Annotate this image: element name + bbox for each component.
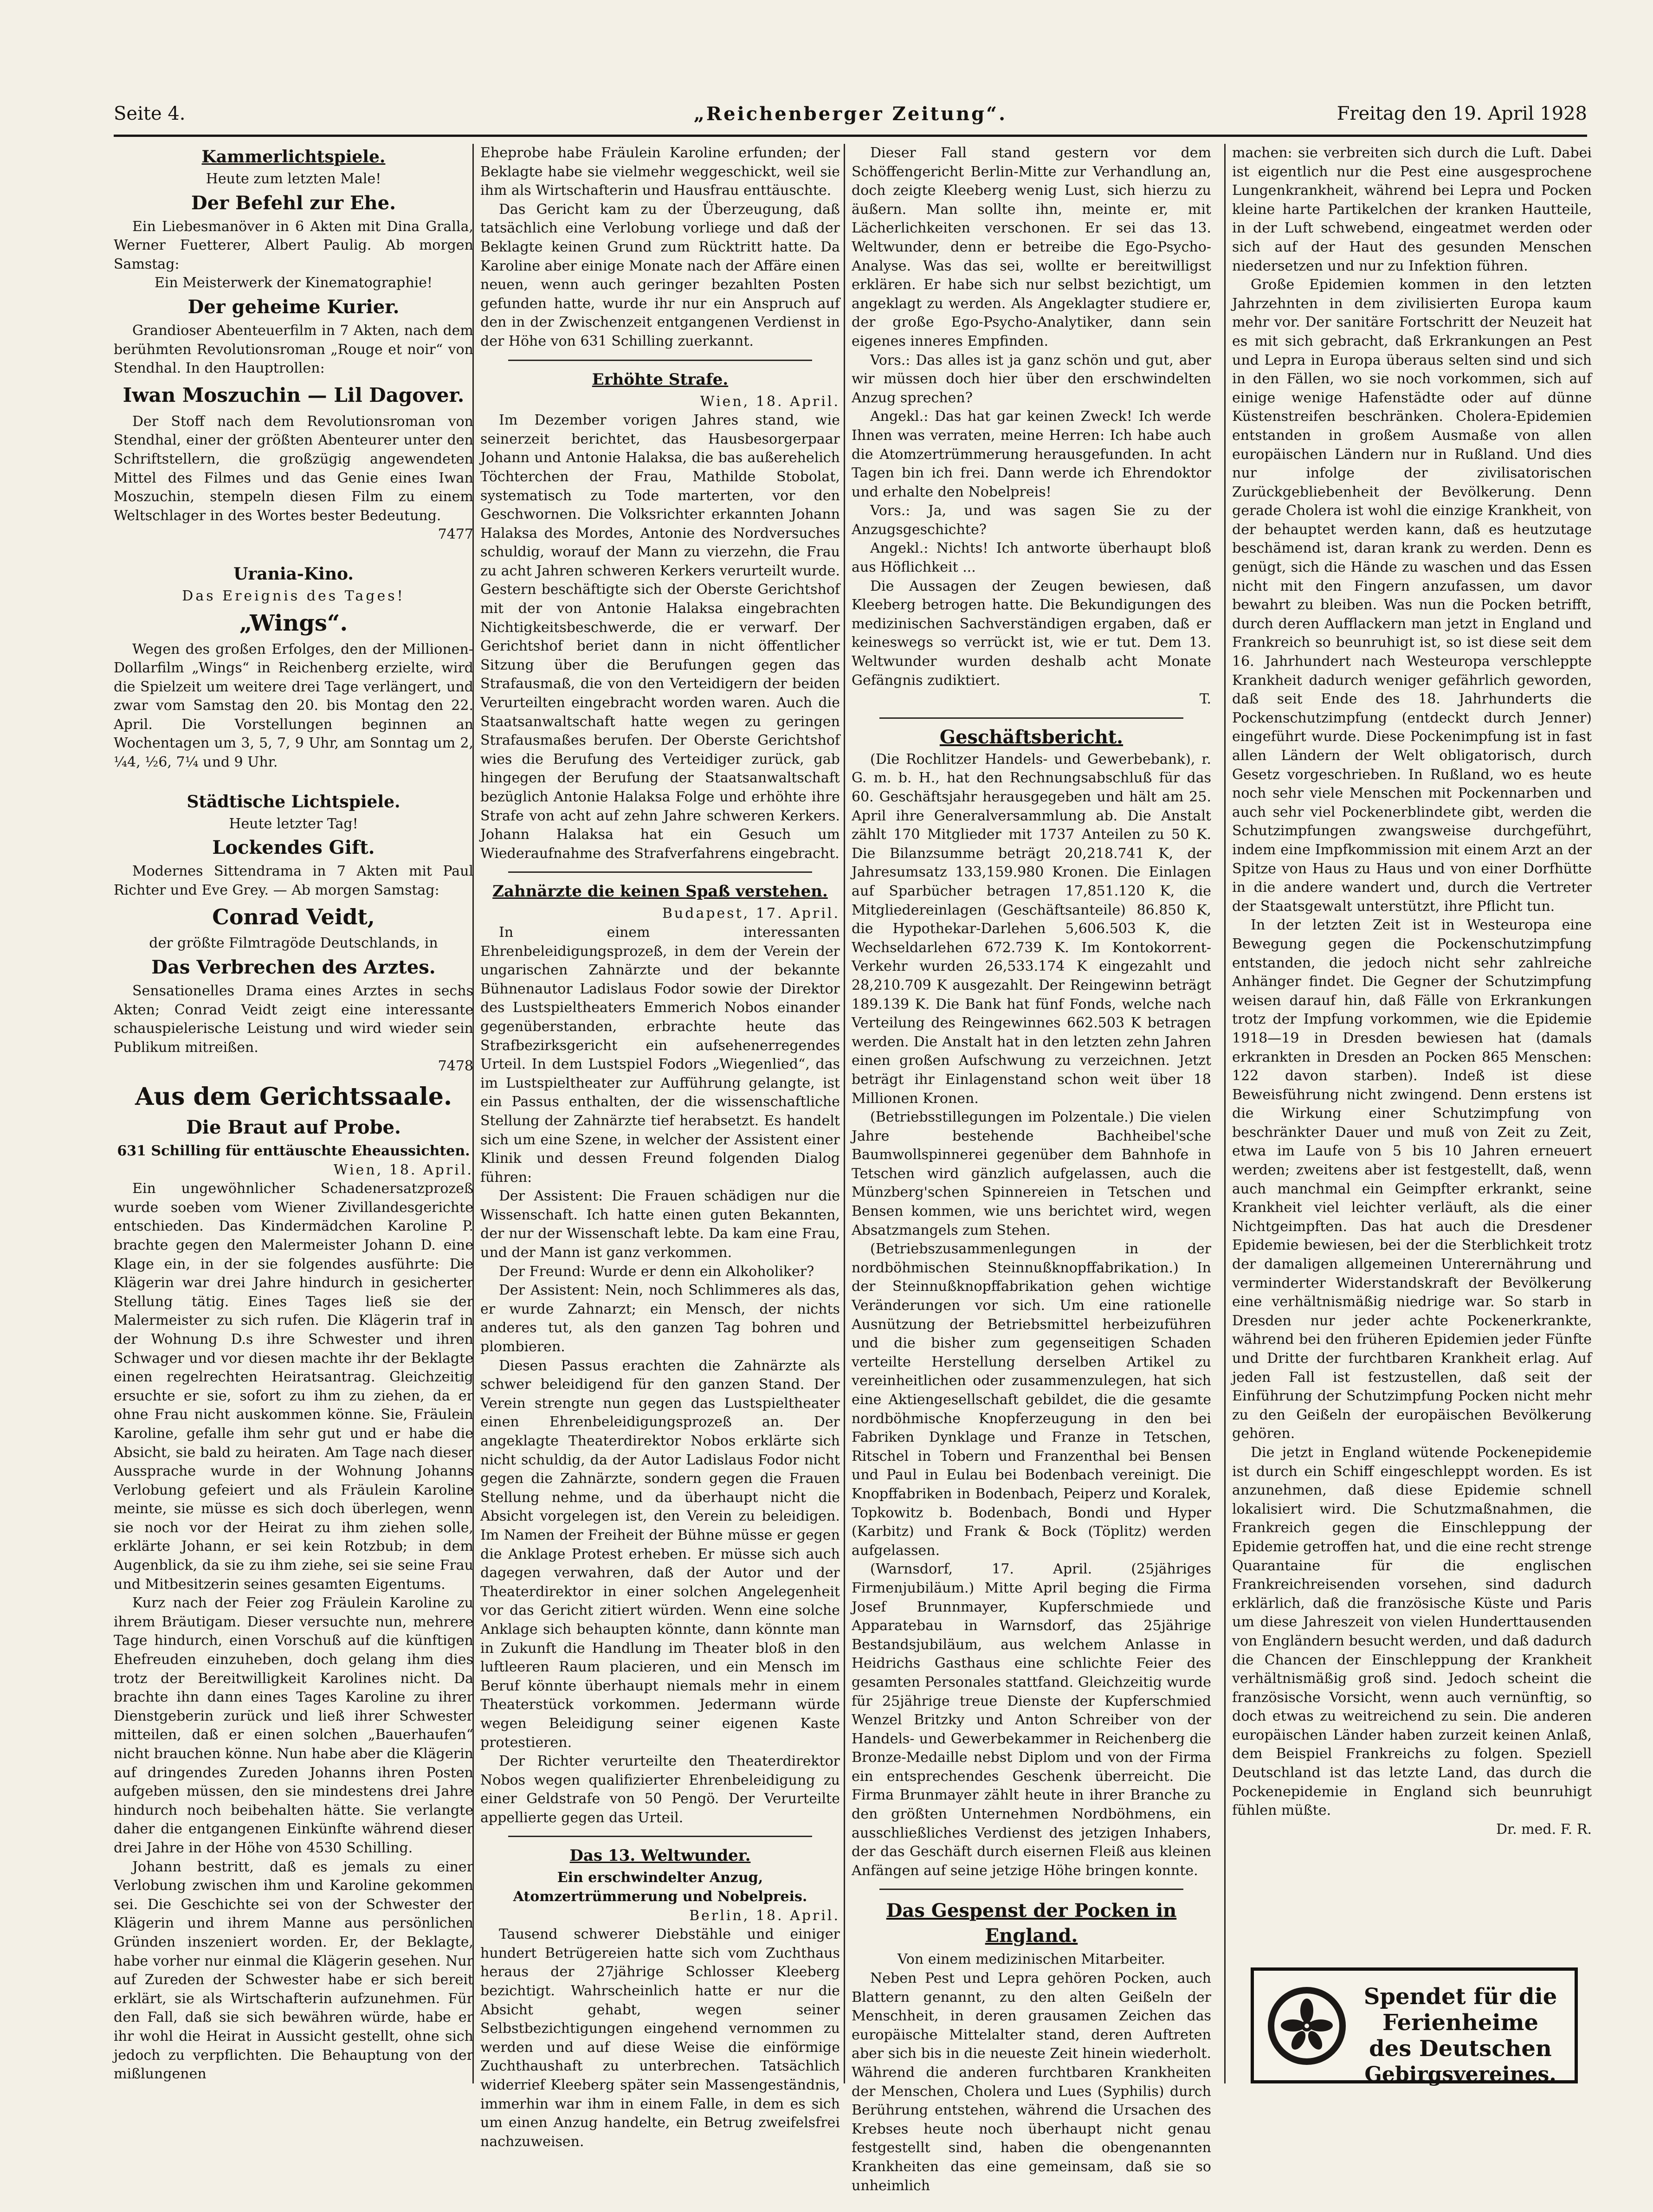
article-dateline: Wien, 18. April. — [333, 1161, 473, 1178]
section-heading: Geschäftsbericht. — [939, 726, 1124, 748]
notice-line: Das Ereignis des Tages! — [182, 587, 405, 604]
article-paragraph: Dieser Fall stand gestern vor dem Schöffengericht Berlin-Mitte zur Verhandlung an, doch zeigte Kleeberg wenig Lust, sich hierzu zu äußern. Man sollte ihn, meinte er, mit Lächerlichkeiten verschonen. Er sei das 13. Weltwunder, denn er betreibe die Ego-Psycho-Analyse. Was das sei, wollte er bereitwilligst erklären. Er habe sich nur selbst bezichtigt, um angeklagt zu werden. Als Angeklagter studiere er, der große Ego-Psycho-Analytiker, dann sein eigenes inneres Empfinden. — [852, 145, 1211, 349]
ad-line: Spendet für die — [1363, 1984, 1557, 2010]
article-paragraph: Neben Pest und Lepra gehören Pocken, auch Blattern genannt, zu den alten Geißeln der Menschheit, in deren grausamen Zeichen das europäische Mittelalter stand, deren Auftreten aber sich bis in die neueste Zeit hinein wiederholt. Während die anderen furchtbaren Krankheiten der Menschen, Cholera und Lues (Syphilis) durch Berührung entstehen, während die Ursachen des Krebses heute noch überhaupt nicht genau festgestellt sind, haben die obengenannten Krankheiten das eine gemeinsam, daß sie so unheimlich — [852, 1970, 1211, 2194]
page-header — [114, 103, 1587, 135]
report-paragraph: (Betriebszusammenlegungen in der nordböhmischen Steinnußknopffabrikation.) In der Steinnußknopffabrikation gehen wichtige Veränderungen vor sich. Um eine rationelle Ausnützung der Betriebsmittel herbeizuführen und die bisher zum gegenseitigen Schaden verteilte Herstellung derselben Artikel zu vereinheitlichen oder zusammenzulegen, hat sich eine Aktiengesellschaft gebildet, die die gesamte nordböhmische Knopferzeugung in den bei Fabriken Dynklage und Franze in Tetschen, Ritschel in Tobern und Franzenthal bei Bensen und Paul in Eulau bei Bodenbach vereinigt. Die Knopffabriken in Bodenbach, Peiperz und Koralek, Topkowitz b. Bodenbach, Bondi und Hyper (Karbitz) und Frank & Bock (Töplitz) werden aufgelassen. — [852, 1241, 1211, 1559]
article-paragraph: Ein ungewöhnlicher Schadenersatzprozeß wurde soeben vom Wiener Zivillandesgerichte entschieden. Das Kindermädchen Karoline P. brachte gegen den Malermeister Johann D. eine Klage ein, in der sie folgendes ausführte: Die Klägerin war drei Jahre hindurch in gesicherter Stellung tätig. Eines Tages ließ sie der Malermeister zu sich rufen. Die Klägerin traf in der Wohnung D.s ihre Schwester und ihren Schwager und vor diesen machte ihr der Beklagte einen regelrechten Heiratsantrag. Gleichzeitig ersuchte er sie, sofort zu ihm zu ziehen, da er ohne Frau nicht auskommen könne. Sie, Fräulein Karoline, gefalle ihm sehr gut und er habe die Absicht, sie bald zu heiraten. Am Tage nach dieser Aussprache wurde in der Wohnung Johanns Verlobung gefeiert und als Fräulein Karoline meinte, sie müsse es sich doch überlegen, wenn sie noch vor der Heirat zu ihm ziehen solle, erklärte Johann, er sei kein Rotzbub; in dem Augenblick, da sie zu ihm ziehe, sei sie seine Frau und Mitbesitzerin seines gesamten Eigentums. — [114, 1180, 473, 1593]
cinema-name: Urania-Kino. — [233, 564, 354, 584]
article-title: Zahnärzte die keinen Spaß verstehen. — [492, 882, 828, 901]
notice-line: der größte Filmtragöde Deutschlands, in — [149, 935, 438, 952]
divider — [879, 717, 1183, 719]
edelweiss-emblem-icon — [1265, 1983, 1349, 2069]
divider — [508, 1836, 812, 1837]
column-2 — [480, 144, 840, 2150]
article-subtitle: Von einem medizinischen Mitarbeiter. — [897, 1951, 1166, 1968]
film-title: Der geheime Kurier. — [187, 296, 400, 318]
notice-text: Der Stoff nach dem Revolutionsroman von Stendhal, einer der größten Abenteurer unter den Schriftstellern, die großzügig angewendeten Mittel des Filmes und das Genie eines Iwan Moszuchin, stempeln diesen Film zu einem Weltschlager in des Wortes bester Bedeutung. — [114, 413, 473, 524]
article-paragraph: Eheprobe habe Fräulein Karoline erfunden; der Beklagte habe sie vielmehr weggeschickt, weil sie ihm als Wirtschafterin und Hausfrau enttäuschte. — [480, 145, 840, 199]
article-subtitle: 631 Schilling für enttäuschte Eheaussichten. — [117, 1143, 470, 1159]
film-title: Das Verbrechen des Arztes. — [151, 956, 436, 979]
newspaper-title: „Reichenberger Zeitung“. — [693, 103, 1007, 125]
divider — [879, 1889, 1183, 1890]
column-rule — [844, 144, 845, 2083]
article-subtitle: Ein erschwindelter Anzug, Atomzertrümmerung und Nobelpreis. — [513, 1870, 807, 1905]
article-signature: T. — [1199, 691, 1211, 708]
report-paragraph: (Die Rochlitzer Handels- und Gewerbebank), r. G. m. b. H., hat den Rechnungsabschluß für das 60. Geschäftsjahr herausgegeben und hält am 25. April ihre Generalversammlung ab. Die Anstalt zählt 170 Mitglieder mit 1737 Anteilen zu 50 K. Die Bilanzsumme beträgt 20,218.741 K, der Jahresumsatz 133,159.980 Kronen. Die Einlagen auf Sparbücher betragen 17,851.120 K, die Mitgliedereinlagen (Geschäftsanteile) 86.850 K, die Hypothekar-Darlehen 5,606.503 K, die Wechseldarlehen 672.739 K. Im Kontokorrent-Verkehr wurden 26,533.174 K eingezahlt und 28,210.709 K ausgezahlt. Der Reingewinn beträgt 189.139 K. Die Bank hat fünf Fonds, welche nach Verteilung des Reingewinnes 662.503 K betragen werden. Die Anstalt hat in den letzten zehn Jahren einen großen Aufschwung zu verzeichnen. Jetzt beträgt ihr Einlagenstand schon weit über 18 Millionen Kronen. — [852, 751, 1211, 1107]
divider — [508, 871, 812, 873]
cinema-name: Städtische Lichtspiele. — [187, 792, 400, 812]
article-paragraph: Die Aussagen der Zeugen bewiesen, daß Kleeberg betrogen hatte. Die Bekundigungen des medizinischen Sachverständigen ergaben, daß er keineswegs so verrückt ist, wie er tut. Dem 13. Weltwunder wurden deshalb acht Monate Gefängnis zudiktiert. — [852, 578, 1211, 689]
cinema-name: Kammerlichtspiele. — [201, 147, 386, 167]
notice-line: Heute zum letzten Male! — [206, 171, 381, 187]
article-dateline: Berlin, 18. April. — [689, 1907, 840, 1924]
article-title: Die Braut auf Probe. — [186, 1116, 401, 1138]
ad-line: Gebirgsvereines. — [1364, 2063, 1556, 2086]
notice-text: Ein Liebesmanöver in 6 Akten mit Dina Gralla, Werner Fuetterer, Albert Paulig. Ab morgen Samstag: — [114, 218, 473, 272]
article-paragraph: machen: sie verbreiten sich durch die Luft. Dabei ist eigentlich nur die Pest eine ausgesprochene Lungenkrankheit, während bei Lepra und Pocken kleine harte Partikelchen der kranken Hautteile, in der Luft schwebend, eingeatmet werden oder sich auf der Haut des gesunden Menschen niedersetzen und nur zu Infektion führen. — [1232, 145, 1592, 274]
header-rule — [114, 135, 1587, 137]
notice-text: Sensationelles Drama eines Arztes in sechs Akten; Conrad Veidt zeigt eine interessante schauspielerische Leistung und wird wieder sein Publikum mitreißen. — [114, 983, 473, 1056]
donation-advertisement — [1251, 1967, 1578, 2086]
article-paragraph: Das Gericht kam zu der Überzeugung, daß tatsächlich eine Verlobung vorliege und daß der Beklagte keinen Grund zum Rücktritt hatte. Da Karoline aber einige Monate nach der Affäre einen neuen, wenn auch geringer bezahlten Posten gefunden hatte, wurde ihr nur ein Anspruch auf den in der Zwischenzeit entgangenen Verdienst in der Höhe von 631 Schilling zuerkannt. — [480, 201, 840, 349]
article-title: Erhöhte Strafe. — [592, 370, 729, 389]
page-number: Seite 4. — [114, 103, 186, 124]
article-paragraph: Kurz nach der Feier zog Fräulein Karoline zu ihrem Bräutigam. Dieser versuchte nun, mehrere Tage hindurch, einen Vorschuß auf die künftigen Ehefreuden einzuheben, doch gelang ihm dies trotz der Bereitwilligkeit Karolines nicht. Da brachte ihn dann eines Tages Karoline zu ihrer Dienstgeberin zurück und ließ ihrer Schwester mitteilen, daß er einen solchen „Bauerhaufen“ nicht brauchen könne. Nun habe aber die Klägerin auf dringendes Zureden Johanns ihren Posten aufgeben müssen, den sie mindestens drei Jahre hindurch noch beibehalten hätte. Sie verlangte daher die entgangenen Einkünfte während dieser drei Jahre in der Höhe von 4530 Schilling. — [114, 1595, 473, 1856]
article-title: Das Gespenst der Pocken in England. — [886, 1900, 1177, 1947]
article-dateline: Budapest, 17. April. — [662, 905, 840, 922]
article-paragraph: Im Dezember vorigen Jahres stand, wie seinerzeit berichtet, das Hausbesorgerpaar Johann und Antonie Halaksa, die bas außerehelich Töchterchen der Frau, Mathilde Stobolat, systematisch zu Tode marterten, vor den Geschwornen. Die Volksrichter erkannten Johann Halaksa des Mordes, Antonie des Nordversuches schuldig, worauf der Mann zu vierzehn, die Frau zu acht Jahren schweren Kerkers verurteilt wurde. Gestern beschäftigte sich der Oberste Gerichtshof mit der von Antonie Halaksa eingebrachten Nichtigkeitsbeschwerde, die er verwarf. Der Gerichtshof beriet dann in nicht öffentlicher Sitzung über die Berufungen gegen das Strafausmaß, die von den Verteidigern der beiden Verurteilten eingebracht worden waren. Auch die Staatsanwaltschaft hatte wegen zu geringen Strafausmaßes berufen. Der Oberste Gerichtshof wies die Berufung des Verteidiger zurück, gab hingegen der Berufung der Staatsanwaltschaft bezüglich Antonie Halaksa Folge und erhöhte ihre Strafe von acht auf zehn Jahre schweren Kerkers. Johann Halaksa hat ein Gesuch um Wiederaufnahme des Strafverfahrens eingebracht. — [480, 412, 840, 862]
article-paragraph: Der Assistent: Die Frauen schädigen nur die Wissenschaft. Ich hatte einen guten Bekannten, der nur der Wissenschaft lebte. Da kam eine Frau, und der Mann ist ganz verkommen. — [480, 1188, 840, 1261]
article-paragraph: In einem interessanten Ehrenbeleidigungsprozeß, in dem der Verein der ungarischen Zahnärzte und der bekannte Bühnenautor Ladislaus Fodor sowie der Direktor des Lustspieltheaters Emmerich Nobos einander gegenüberstanden, erbrachte heute das Strafbezirksgericht ein aufsehenerregendes Urteil. In dem Lustspiel Fodors „Wiegenlied“, das im Lustspieltheater zur Aufführung gelangte, ist ein Passus enthalten, der die wissenschaftliche Stellung der Zahnärzte tief herabsetzt. Es handelt sich um eine Szene, in welcher der Assistent einer Klinik und dessen Freund folgenden Dialog führen: — [480, 924, 840, 1186]
ad-line: des Deutschen — [1369, 2036, 1552, 2062]
article-signature: Dr. med. F. R. — [1496, 1821, 1592, 1838]
notice-text: Grandioser Abenteuerfilm in 7 Akten, nach dem berühmten Revolutionsroman „Rouge et noir“ von Stendhal. In den Hauptrollen: — [114, 322, 473, 377]
film-title: Der Befehl zur Ehe. — [191, 192, 396, 214]
film-title: „Wings“. — [239, 610, 348, 636]
article-paragraph: Vors.: Das alles ist ja ganz schön und gut, aber wir müssen doch hier über den erschwindelten Anzug sprechen? — [852, 352, 1211, 406]
film-stars: Iwan Moszuchin — Lil Dagover. — [123, 383, 465, 406]
column-4 — [1232, 144, 1592, 1954]
notice-line: Ein Meisterwerk der Kinematographie! — [154, 275, 433, 291]
article-title: Das 13. Weltwunder. — [569, 1846, 751, 1865]
article-paragraph: In der letzten Zeit ist in Westeuropa eine Bewegung gegen die Pockenschutzimpfung entstanden, die jedoch nicht sehr zahlreiche Anhänger findet. Die Gegner der Schutzimpfung weisen darauf hin, daß Fälle von Erkrankungen trotz der Impfung vorkommen, wie die Epidemie 1918—19 in Dresden bewiesen hat (damals erkrankten in Dresden an Pocken 865 Menschen: 122 davon starben). Indeß ist diese Beweisführung nicht zwingend. Denn erstens ist die Wirkung einer Schutzimpfung von beschränkter Dauer und muß von Zeit zu Zeit, etwa im Laufe von 5 bis 10 Jahren erneuert werden; zweitens aber ist festgestellt, daß, wenn auch manchmal ein Geimpfter erkrankt, seine Krankheit viel leichter verläuft, als die einer Nichtgeimpften. Das hat auch die Dresdener Epidemie bewiesen, bei der die Sterblichkeit trotz der damaligen allgemeinen Unterernährung und verminderter Widerstandskraft der Bevölkerung eine verhältnismäßig niedrige war. So starb in Dresden nur jeder achte Pockenerkrankte, während bei den früheren Epidemien jeder Fünfte und Dritte der furchtbaren Krankheit erlag. Auf jeden Fall ist festzustellen, daß seit der Einführung der Schutzimpfung Pocken nicht mehr zu den Geißeln der europäischen Bevölkerung gehören. — [1232, 917, 1592, 1442]
article-paragraph: Angekl.: Nichts! Ich antworte überhaupt bloß aus Höflichkeit ... — [852, 540, 1211, 576]
article-paragraph: Vors.: Ja, und was sagen Sie zu der Anzugsgeschichte? — [852, 503, 1211, 538]
column-rule — [1224, 144, 1226, 2083]
notice-line: Heute letzter Tag! — [229, 815, 358, 832]
article-paragraph: Große Epidemien kommen in den letzten Jahrzehnten in dem zivilisierten Europa kaum mehr vor. Der sanitäre Fortschritt der Neuzeit hat es mit sich gebracht, daß Erkrankungen an Pest und Lepra in Europa überaus selten sind und sich in den Fällen, wo sie noch vorkommen, sich auf einige wenige Hafenstädte oder auf dünne Küstenstreifen beschränken. Cholera-Epidemien entstanden in großem Ausmaße von allen europäischen Ländern nur in Rußland. Und dies nur infolge der zivilisatorischen Zurückgebliebenheit der Bevölkerung. Denn gerade Cholera ist wohl die einzige Krankheit, von der behauptet werden kann, daß es heutzutage beschämend ist, daran krank zu werden. Denn es genügt, sich die Hände zu waschen und das Essen nicht mit den Fingern anzufassen, um davor bewahrt zu bleiben. Was nun die Pocken betrifft, durch deren Aufflackern man jetzt in England und Frankreich so beunruhigt ist, so ist diese seit dem 16. Jahrhundert nach Westeuropa verschleppte Krankheit dadurch weniger gefährlich geworden, daß seit Ende des 18. Jahrhunderts die Pockenschutzimpfung (entdeckt durch Jenner) eingeführt wurde. Diese Pockenimpfung ist in fast allen Ländern der Welt obligatorisch, durch Gesetz vorgeschrieben. In Rußland, wo es heute noch sehr viele Menschen mit Pockennarben und auch sehr viel Pockenerblindete gibt, werden die Schutzimpfungen zwangsweise durchgeführt, indem eine Impfkommission mit einem Arzt an der Spitze von Haus zu Haus und von einer Dorfhütte in die andere wandert und, durch die Vertreter der Staatsgewalt unterstützt, ihre Pflicht tun. — [1232, 277, 1592, 915]
ad-line: Ferienheime — [1382, 2010, 1538, 2036]
article-paragraph: Diesen Passus erachten die Zahnärzte als schwer beleidigend für den ganzen Stand. Der Verein strengte nun gegen das Lustspieltheater einen Ehrenbeleidigungsprozeß an. Der angeklagte Theaterdirektor Nobos erklärte sich nicht schuldig, da der Autor Ladislaus Fodor nicht gegen die Zahnärzte, sondern gegen die Frauen Stellung nehme, und da überhaupt nicht die Absicht vorgelegen ist, den Verein zu beleidigen. Im Namen der Freiheit der Bühne müsse er gegen die Anklage Protest erheben. Er müsse sich auch dagegen verwahren, daß der Autor und der Theaterdirektor in einer solchen Angelegenheit vor das Gericht zitiert würden. Wenn eine solche Anklage sich behaupten könnte, dann könnte man in Zukunft die Handlung im Theater bloß in den luftleeren Raum placieren, und ein Mensch im Beruf könnte überhaupt niemals mehr in einem Theaterstück vorkommen. Jedermann würde wegen Beleidigung seiner eigenen Kaste protestieren. — [480, 1357, 840, 1751]
section-heading: Aus dem Gerichtssaale. — [135, 1083, 452, 1111]
ad-text — [1351, 1984, 1569, 2088]
ad-number: 7477 — [438, 526, 473, 543]
article-paragraph: Johann bestritt, daß es jemals zu einer Verlobung zwischen ihm und Karoline gekommen sei. Die Geschichte sei von der Schwester der Klägerin und ihrem Manne aus persönlichen Gründen inszeniert worden. Er, der Beklagte, habe vorher nur einmal die Klägerin gesehen. Nur auf Zureden der Schwester habe er sich bereit erklärt, sie als Wirtschafterin aufzunehmen. Für den Fall, daß sie sich bewähren würde, habe er ihr wohl die Heirat in Aussicht gestellt, ohne sich jedoch zu verpflichten. Die Behauptung von der mißlungenen — [114, 1858, 473, 2083]
issue-date: Freitag den 19. April 1928 — [1337, 103, 1587, 124]
article-paragraph: Der Assistent: Nein, noch Schlimmeres als das, er wurde Zahnarzt; ein Mensch, der nichts anderes tut, als den ganzen Tag bohren und plombieren. — [480, 1282, 840, 1355]
article-dateline: Wien, 18. April. — [700, 393, 840, 410]
article-paragraph: Der Richter verurteilte den Theaterdirektor Nobos wegen qualifizierter Ehrenbeleidigung zu einer Geldstrafe von 50 Pengö. Der Verurteilte appellierte gegen das Urteil. — [480, 1753, 840, 1826]
article-paragraph: Tausend schwerer Diebstähle und einiger hundert Betrügereien hatte sich vom Zuchthaus heraus der 27jährige Schlosser Kleeberg bezichtigt. Wahrscheinlich hatte er nur die Absicht gehabt, wegen seiner Selbstbezichtigungen eingehend vernommen zu werden und auf diese Weise die einförmige Zuchthaushaft zu unterbrechen. Tatsächlich widerrief Kleeberg später sein Massengeständnis, immerhin war ihm in einem Falle, in dem es sich um einen Anzug handelte, ein Betrug zweifelsfrei nachzuweisen. — [480, 1926, 840, 2150]
film-star: Conrad Veidt, — [212, 904, 375, 930]
column-1 — [114, 144, 473, 2083]
article-paragraph: Der Freund: Wurde er denn ein Alkoholiker? — [499, 1263, 814, 1280]
report-paragraph: (Warnsdorf, 17. April. (25jähriges Firmenjubiläum.) Mitte April beging die Firma Josef Brunnmayer, Kupferschmiede und Apparatebau in Warnsdorf, das 25jährige Bestandsjubiläum, aus welchem Anlasse in Heidrichs Gasthaus eine schlichte Feier des gesamten Personales stattfand. Gleichzeitig wurde für 25jährige treue Dienste der Kupferschmied Wenzel Britzky und Anton Schreiber von der Handels- und Gewerbekammer in Reichenberg die Bronze-Medaille nebst Diplom und von der Firma ein entsprechendes Geschenk überreicht. Die Firma Brunmayer zählt heute in ihrer Branche zu den größten Unternehmen Nordböhmens, ein ausschließliches Verdienst des jetzigen Inhabers, der das Geschäft durch eisernen Fleiß aus kleinen Anfängen auf seine jetzige Höhe bringen konnte. — [852, 1561, 1211, 1879]
film-title: Lockendes Gift. — [212, 837, 375, 859]
notice-text: Modernes Sittendrama in 7 Akten mit Paul Richter und Eve Grey. — Ab morgen Samstag: — [114, 863, 473, 898]
column-3 — [852, 144, 1211, 2194]
notice-text: Wegen des großen Erfolges, den der Millionen-Dollarfilm „Wings“ in Reichenberg erzielte, wird die Spielzeit um weitere drei Tage verlängert, und zwar vom Samstag den 20. bis Montag den 22. April. Die Vorstellungen beginnen an Wochentagen um 3, 5, 7, 9 Uhr, am Sonntag um 2, ¼4, ½6, 7¼ und 9 Uhr. — [114, 641, 473, 771]
article-paragraph: Die jetzt in England wütende Pockenepidemie ist durch ein Schiff eingeschleppt worden. Es ist anzunehmen, daß diese Epidemie schnell lokalisiert wird. Die Schutzmaßnahmen, die Frankreich gegen die Einschleppung der Epidemie getroffen hat, und die eine recht strenge Quarantaine für die englischen Frankreichreisenden vorsehen, sind dadurch erklärlich, daß die französische Küste und Paris um diese Jahreszeit von vielen Hunderttausenden von Engländern besucht werden, und daß dadurch die Chancen der Einschleppung der Krankheit verhältnismäßig groß sind. Jedoch scheint die französische Vorsicht, wenn auch vernünftig, so doch etwas zu weitreichend zu sein. Die anderen europäischen Länder haben zurzeit keinen Anlaß, dem Beispiel Frankreichs zu folgen. Speziell Deutschland ist das letzte Land, das durch die Pockenepidemie in England sich beunruhigt fühlen müßte. — [1232, 1444, 1592, 1819]
divider — [508, 360, 812, 361]
article-paragraph: Angekl.: Das hat gar keinen Zweck! Ich werde Ihnen was verraten, meine Herren: Ich habe auch die Atomzertrümmerung herausgefunden. In acht Tagen bin ich frei. Dann werde ich Ehrendoktor und erhalte den Nobelpreis! — [852, 408, 1211, 500]
ad-number: 7478 — [438, 1058, 473, 1075]
report-paragraph: (Betriebsstillegungen im Polzentale.) Die vielen Jahre bestehende Bachheibel'sche Baumwollspinnerei gegenüber dem Bahnhofe in Tetschen wird gänzlich aufgelassen, auch die Münzberg'schen Spinnereien in Tetschen und Bensen kommen, wie uns berichtet wird, wegen Absatzmangels zum Stehen. — [852, 1109, 1211, 1238]
